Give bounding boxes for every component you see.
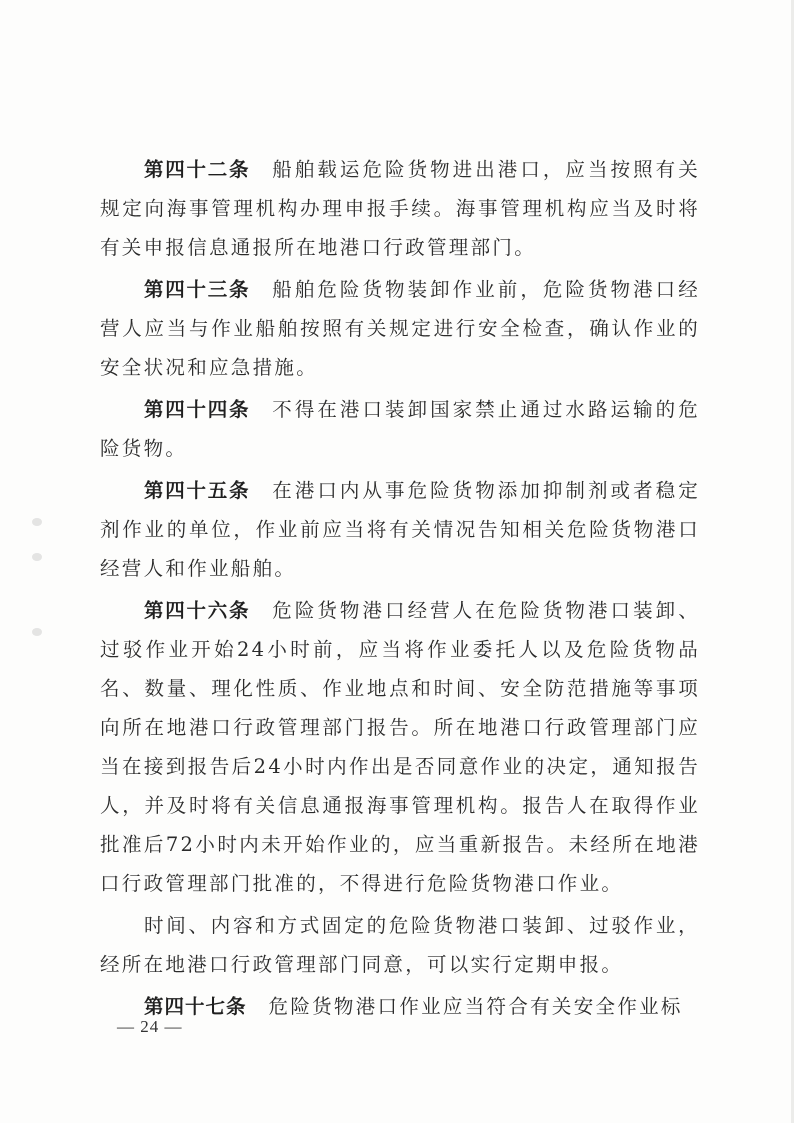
article-heading: 第四十七条	[144, 995, 247, 1018]
scan-mark	[32, 628, 42, 636]
article-45	[100, 471, 700, 591]
article-heading: 第四十四条	[144, 398, 251, 421]
article-heading: 第四十三条	[144, 278, 251, 301]
scan-mark	[32, 553, 42, 561]
article-text: 不得在港口装卸国家禁止通过水路运输的危险货物。	[100, 398, 700, 460]
article-heading: 第四十五条	[144, 479, 251, 502]
article-44	[100, 390, 700, 471]
article-text: 危险货物港口经营人在危险货物港口装卸、过驳作业开始24小时前，应当将作业委托人以及危险货物品名、数量、理化性质、作业地点和时间、安全防范措施等事项向所在地港口行政管理部门报告。所在地港口行政管理部门应当在接到报告后24小时内作出是否同意作业的决定，通知报告人，并及时将有关信息通报海事管理机构。报告人在取得作业批准后72小时内未开始作业的，应当重新报告。未经所在地港口行政管理部门批准的，不得进行危险货物港口作业。	[100, 599, 700, 895]
page-number: — 24 —	[117, 1017, 183, 1036]
article-42	[100, 150, 700, 270]
article-text: 危险货物港口作业应当符合有关安全作业标	[268, 995, 683, 1018]
article-text: 船舶载运危险货物进出港口，应当按照有关规定向海事管理机构办理申报手续。海事管理机构应当及时将有关申报信息通报所在地港口行政管理部门。	[100, 158, 700, 259]
document-body	[100, 150, 700, 1029]
article-heading: 第四十六条	[144, 599, 251, 622]
scan-mark	[32, 518, 42, 526]
article-text: 在港口内从事危险货物添加抑制剂或者稳定剂作业的单位，作业前应当将有关情况告知相关危险货物港口经营人和作业船舶。	[100, 479, 700, 580]
article-text: 船舶危险货物装卸作业前，危险货物港口经营人应当与作业船舶按照有关规定进行安全检查，确认作业的安全状况和应急措施。	[100, 278, 700, 379]
article-43	[100, 270, 700, 390]
article-text: 时间、内容和方式固定的危险货物港口装卸、过驳作业，经所在地港口行政管理部门同意，可以实行定期申报。	[100, 914, 700, 976]
article-47	[100, 987, 700, 1029]
article-heading: 第四十二条	[144, 158, 251, 181]
article-46-paragraph-2	[100, 906, 700, 987]
article-46	[100, 591, 700, 906]
